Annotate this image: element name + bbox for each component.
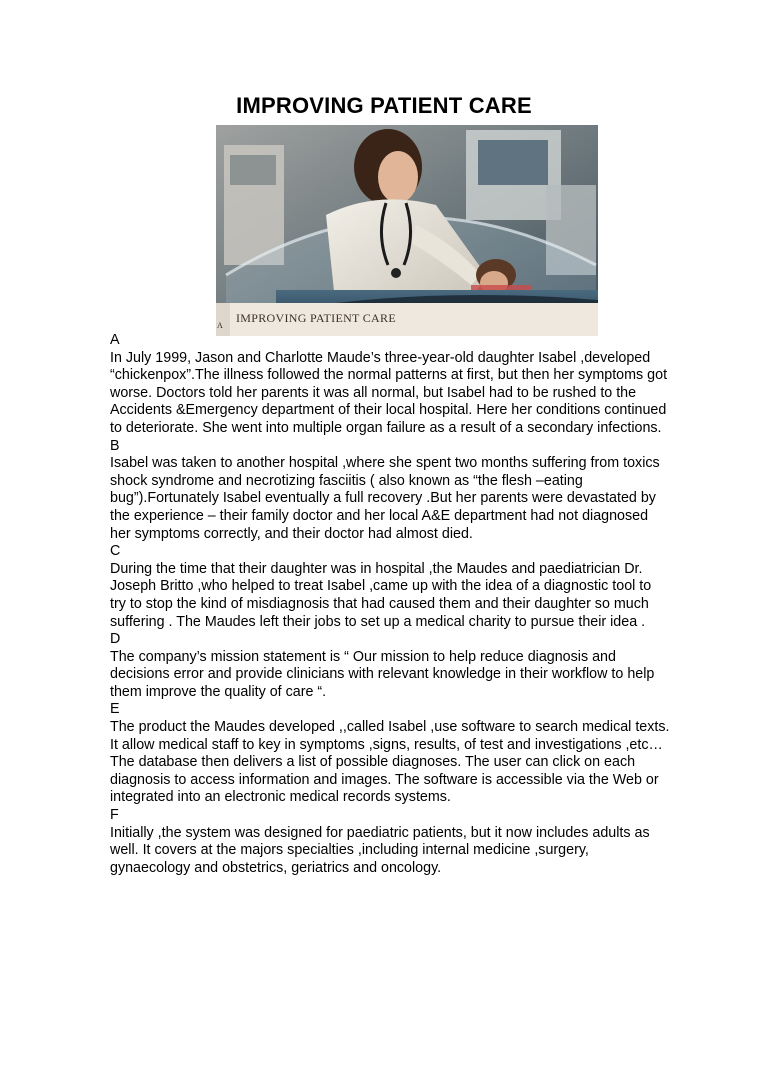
photo-corner-label: A — [217, 321, 223, 330]
section-text-b: Isabel was taken to another hospital ,where she spent two months suffering from toxics shock syndrome and necrotizing fasciitis ( also known as “the flesh –eating bug”).Fortunately Isabel eventually a full recovery .But her parents were devastated by the experience – their family doctor and her local A&E department had not diagnosed her symptoms correctly, and their doctor had almost died. — [110, 455, 660, 542]
section-letter-c: C — [110, 543, 121, 560]
section-text-d: The company’s mission statement is “ Our mission to help reduce diagnosis and decisions error and provide clinicians with relevant knowledge in their workflow to help them improve the quality of care “. — [110, 648, 655, 700]
photo-caption: IMPROVING PATIENT CARE — [236, 311, 396, 325]
article-body — [110, 332, 670, 877]
section-text-e: The product the Maudes developed ,,called Isabel ,use software to search medical texts. It allow medical staff to key in symptoms ,signs, results, of test and investigations ,etc…The database then delivers a list of possible diagnoses. The user can click on each diagnosis to access information and images. The software is accessible via the Web or integrated into an electronic medical records systems. — [110, 719, 670, 806]
doctor-examining-child-image — [216, 125, 598, 336]
section-text-a: In July 1999, Jason and Charlotte Maude’s three-year-old daughter Isabel ,developed “chickenpox”.The illness followed the normal patterns at first, but then her symptoms got worse. Doctors told her parents it was all normal, but Isabel had to be rushed to the Accidents &Emergency department of their local hospital. Here her conditions continued to deteriorate. She went into multiple organ failure as a result of a secondary infections. — [110, 349, 668, 436]
section-letter-e: E — [110, 701, 120, 718]
section-letter-f: F — [110, 807, 119, 824]
section-letter-b: B — [110, 437, 120, 454]
page-title: IMPROVING PATIENT CARE — [236, 93, 532, 118]
section-letter-a: A — [110, 332, 120, 348]
section-text-f: Initially ,the system was designed for paediatric patients, but it now includes adults as well. It covers at the majors specialties ,including internal medicine ,surgery, gynaecology and obstetrics, geriatrics and oncology. — [110, 824, 650, 876]
article-photo — [216, 125, 598, 336]
section-letter-d: D — [110, 631, 121, 648]
section-text-c: During the time that their daughter was in hospital ,the Maudes and paediatrician Dr. Joseph Britto ,who helped to treat Isabel ,came up with the idea of a diagnostic tool to try to stop the kind of misdiagnosis that had caused them and their daughter so much suffering . The Maudes left their jobs to set up a medical charity to pursue their idea . — [110, 560, 652, 630]
